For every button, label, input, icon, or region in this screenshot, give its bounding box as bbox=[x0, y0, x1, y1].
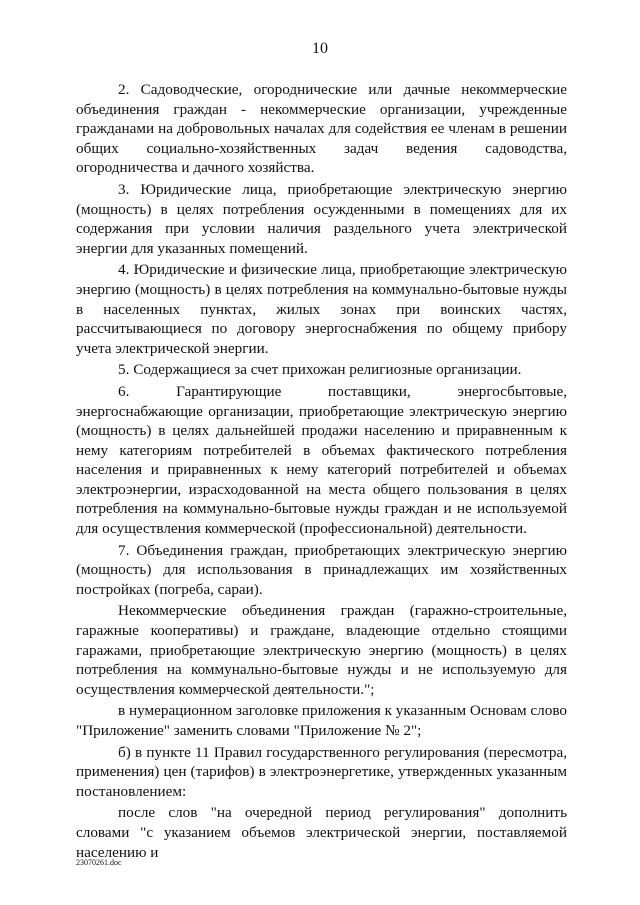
paragraph-item-3: 3. Юридические лица, приобретающие электрическую энергию (мощность) в целях потребления осужденными в помещениях для их содержания при условии наличия раздельного учета электрической энергии для указанных помещений. bbox=[76, 180, 567, 257]
paragraph-appendix-heading: в нумерационном заголовке приложения к указанным Основам слово "Приложение" заменить словами "Приложение № 2"; bbox=[76, 702, 567, 739]
file-name-footer: 23070261.doc bbox=[76, 858, 122, 867]
paragraph-after-words: после слов "на очередной период регулирования" дополнить словами "с указанием объемов электрической энергии, поставляемой населению и bbox=[76, 804, 567, 861]
document-body bbox=[76, 80, 567, 864]
paragraph-b-point-11: б) в пункте 11 Правил государственного регулирования (пересмотра, применения) цен (тарифов) в электроэнергетике, утвержденных указанным постановлением: bbox=[76, 743, 567, 800]
paragraph-garages: Некоммерческие объединения граждан (гаражно-строительные, гаражные кооперативы) и граждане, владеющие отдельно стоящими гаражами, приобретающие электрическую энергию (мощность) в целях потребления на коммунально-бытовые нужды и не используемую для осуществления коммерческой деятельности."; bbox=[76, 602, 567, 698]
paragraph-item-4: 4. Юридические и физические лица, приобретающие электрическую энергию (мощность) в целях потребления на коммунально-бытовые нужды в населенных пунктах, жилых зонах при воинских частях, рассчитывающиеся по договору энергоснабжения по общему прибору учета электрической энергии. bbox=[76, 261, 567, 357]
paragraph-item-6: 6. Гарантирующие поставщики, энергосбытовые, энергоснабжающие организации, приобретающие электрическую энергию (мощность) в целях дальнейшей продажи населению и приравненным к нему категориям потребителей в объемах фактического потребления населения и приравненных к нему категорий потребителей и объемах электроэнергии, израсходованной на места общего пользования в целях потребления на коммунально-бытовые нужды граждан и не используемой для осуществления коммерческой (профессиональной) деятельности. bbox=[76, 382, 567, 538]
page-number: 10 bbox=[312, 40, 328, 57]
paragraph-item-2: 2. Садоводческие, огороднические или дачные некоммерческие объединения граждан - некоммерческие организации, учрежденные гражданами на добровольных началах для содействия ее членам в решении общих социально-хозяйственных задач ведения садоводства, огородничества и дачного хозяйства. bbox=[76, 81, 567, 177]
paragraph-item-5: 5. Содержащиеся за счет прихожан религиозные организации. bbox=[118, 361, 522, 379]
paragraph-item-7: 7. Объединения граждан, приобретающих электрическую энергию (мощность) для использования в принадлежащих им хозяйственных постройках (погреба, сараи). bbox=[76, 541, 567, 598]
